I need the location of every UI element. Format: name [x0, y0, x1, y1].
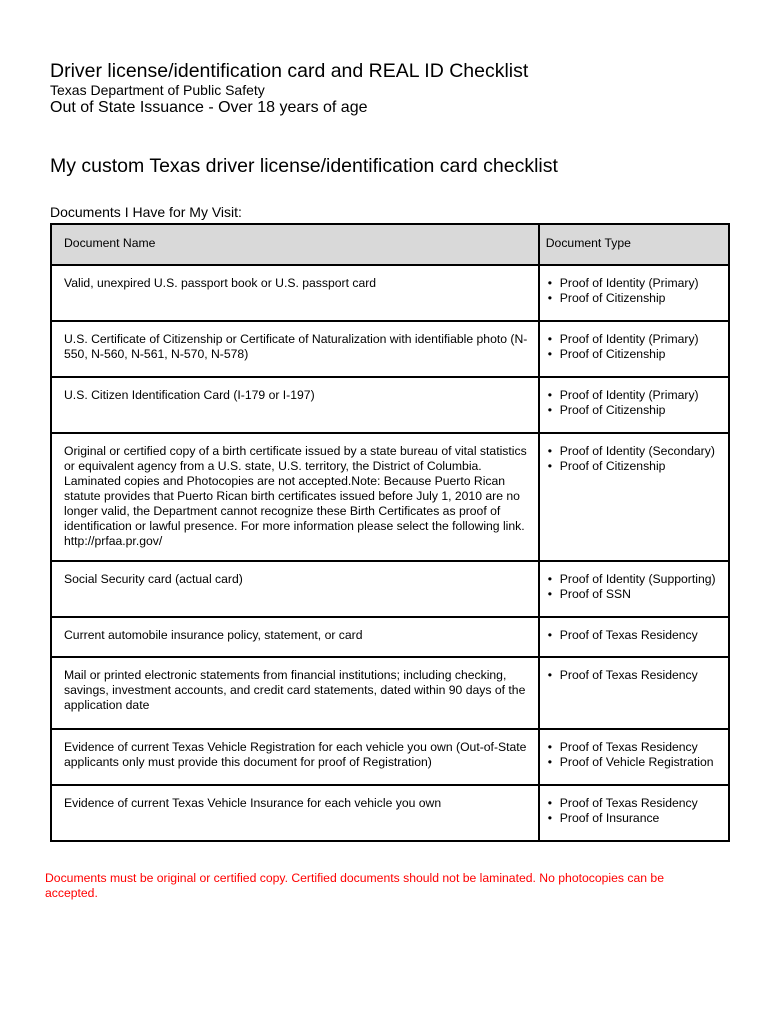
document-type-cell: [539, 321, 729, 377]
document-type-item: • Proof of Texas Residency: [546, 796, 724, 811]
document-type-list: [546, 668, 724, 683]
document-type-list: [546, 796, 724, 826]
document-name-cell: U.S. Certificate of Citizenship or Certificate of Naturalization with identifiable photo (N-550, N-560, N-561, N-570, N-578): [51, 321, 539, 377]
column-header-document-name: Document Name: [51, 224, 539, 265]
document-type-item: • Proof of Texas Residency: [546, 740, 724, 755]
document-name-cell: Evidence of current Texas Vehicle Insurance for each vehicle you own: [51, 785, 539, 841]
table-row: [51, 785, 729, 841]
document-name-cell: Evidence of current Texas Vehicle Registration for each vehicle you own (Out-of-State applicants only must provide this document for proof of Registration): [51, 729, 539, 785]
document-type-list: [546, 276, 724, 306]
column-header-document-type: Document Type: [539, 224, 729, 265]
document-type-item: • Proof of Vehicle Registration: [546, 755, 724, 770]
page-title: Driver license/identification card and REAL ID Checklist: [50, 60, 529, 82]
issuance-type: Out of State Issuance - Over 18 years of age: [50, 99, 368, 116]
document-type-cell: [539, 561, 729, 617]
document-name-cell: U.S. Citizen Identification Card (I-179 or I-197): [51, 377, 539, 433]
table-row: [51, 729, 729, 785]
document-type-item: • Proof of Citizenship: [546, 291, 724, 306]
documents-label: Documents I Have for My Visit:: [50, 204, 242, 220]
checklist-heading: My custom Texas driver license/identification card checklist: [50, 155, 558, 177]
document-name-cell: Current automobile insurance policy, statement, or card: [51, 617, 539, 657]
table-row: [51, 265, 729, 321]
table-row: [51, 321, 729, 377]
document-type-item: • Proof of Insurance: [546, 811, 724, 826]
document-type-list: [546, 332, 724, 362]
document-type-cell: [539, 657, 729, 729]
table-row: [51, 561, 729, 617]
document-type-list: [546, 444, 724, 474]
document-type-item: • Proof of Citizenship: [546, 459, 724, 474]
document-type-item: • Proof of SSN: [546, 587, 724, 602]
agency-name: Texas Department of Public Safety: [50, 82, 265, 98]
document-type-item: • Proof of Texas Residency: [546, 628, 724, 643]
document-type-item: • Proof of Identity (Supporting): [546, 572, 724, 587]
document-name-cell: Mail or printed electronic statements from financial institutions; including checking, savings, investment accounts, and credit card statements, dated within 90 days of the application date: [51, 657, 539, 729]
table-header-row: [51, 224, 729, 265]
document-header: [50, 60, 750, 118]
document-type-cell: [539, 785, 729, 841]
document-type-list: [546, 740, 724, 770]
document-type-cell: [539, 433, 729, 561]
document-type-list: [546, 388, 724, 418]
document-name-cell: Valid, unexpired U.S. passport book or U.S. passport card: [51, 265, 539, 321]
table-row: [51, 433, 729, 561]
document-name-cell: Social Security card (actual card): [51, 561, 539, 617]
document-type-list: [546, 572, 724, 602]
table-row: [51, 657, 729, 729]
document-type-cell: [539, 617, 729, 657]
documents-table: [50, 223, 730, 842]
document-type-list: [546, 628, 724, 643]
document-type-item: • Proof of Identity (Primary): [546, 388, 724, 403]
document-type-item: • Proof of Citizenship: [546, 347, 724, 362]
document-type-cell: [539, 729, 729, 785]
document-type-item: • Proof of Citizenship: [546, 403, 724, 418]
document-type-item: • Proof of Texas Residency: [546, 668, 724, 683]
table-row: [51, 377, 729, 433]
document-type-cell: [539, 265, 729, 321]
requirements-note: Documents must be original or certified copy. Certified documents should not be laminated. No photocopies can be accepted.: [45, 871, 664, 900]
document-type-cell: [539, 377, 729, 433]
document-type-item: • Proof of Identity (Primary): [546, 332, 724, 347]
table-row: [51, 617, 729, 657]
document-type-item: • Proof of Identity (Secondary): [546, 444, 724, 459]
document-type-item: • Proof of Identity (Primary): [546, 276, 724, 291]
document-name-cell: Original or certified copy of a birth certificate issued by a state bureau of vital statistics or equivalent agency from a U.S. state, U.S. territory, the District of Columbia. Laminated copies and Photocopies are not accepted.Note: Because Puerto Rican statute provides that Puerto Rican birth certificates issued before July 1, 2010 are no longer valid, the Department cannot recognize these Birth Certificates as proof of identification or lawful presence. For more information please select the following link. http://prfaa.pr.gov/: [51, 433, 539, 561]
